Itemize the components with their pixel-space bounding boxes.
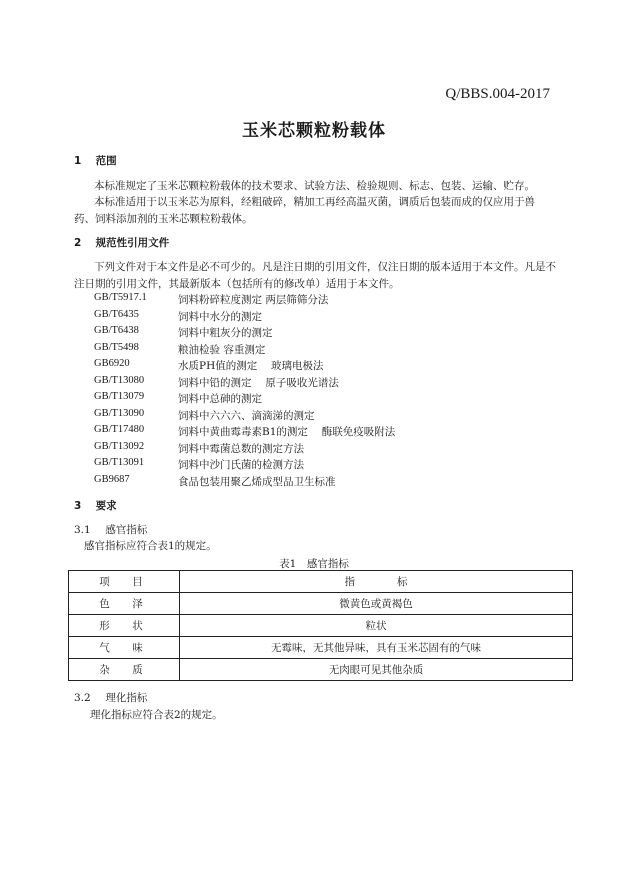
table-cell: 无霉味，无其他异味，具有玉米芯固有的气味 [180, 637, 573, 659]
reference-name: 食品包装用聚乙烯成型品卫生标准 [178, 475, 336, 488]
reference-item [94, 292, 395, 309]
reference-code: GB/T13091 [94, 457, 145, 468]
reference-item [94, 358, 395, 375]
reference-list [94, 292, 395, 490]
table-cell: 无肉眼可见其他杂质 [180, 659, 573, 681]
reference-name: 饲料中水分的测定 [178, 310, 262, 323]
table-row [69, 659, 573, 681]
scope-paragraph-2: 本标准适用于以玉米芯为原料，经粗破碎，精加工再经高温灭菌，调质后包装而成的仅应用于兽药、饲料添加剂的玉米芯颗粒粉载体。 [74, 196, 535, 225]
reference-code: GB/T13090 [94, 407, 145, 419]
table-row [69, 615, 573, 637]
reference-code: GB/T5917.1 [94, 292, 147, 303]
subsection-title: 感官指标 [105, 524, 148, 536]
section-title: 范围 [95, 155, 117, 167]
reference-code: GB/T13079 [94, 391, 145, 402]
section-number: 1 [74, 155, 82, 167]
reference-code: GB9687 [94, 473, 130, 485]
document-number: Q/BBS.004-2017 [445, 86, 550, 102]
reference-name: 饲料中沙门氏菌的检测方法 [178, 459, 304, 471]
reference-code: GB/T5498 [94, 341, 139, 353]
table-cell: 粒状 [180, 615, 573, 637]
reference-name: 粮油检验 容重测定 [178, 343, 266, 356]
reference-name: 饲料粉碎粒度测定 两层筛筛分法 [178, 294, 329, 306]
table-header-cell: 指 标 [180, 571, 573, 593]
reference-item [94, 325, 395, 342]
reference-code: GB/T13080 [94, 374, 145, 386]
section-2-heading [74, 235, 169, 250]
reference-item [94, 309, 395, 326]
section-3-heading [74, 498, 117, 513]
table-cell: 色 泽 [69, 593, 180, 615]
reference-name: 饲料中粗灰分的测定 [178, 327, 273, 339]
reference-code: GB6920 [94, 358, 130, 369]
section-number: 3 [74, 500, 82, 512]
reference-item [94, 441, 395, 458]
table-cell: 气 味 [69, 637, 180, 659]
table-header-row [69, 571, 573, 593]
table-cell: 形 状 [69, 615, 180, 637]
table-header-cell: 项 目 [69, 571, 180, 593]
section-number: 2 [74, 237, 82, 249]
sensory-index-table [68, 570, 573, 681]
reference-item [94, 391, 395, 408]
subsection-3-2-heading [74, 690, 147, 705]
table-row [69, 593, 573, 615]
table-1-caption: 表1 感官指标 [279, 558, 349, 570]
reference-item [94, 474, 395, 491]
reference-name: 饲料中总砷的测定 [178, 393, 262, 405]
document-title: 玉米芯颗粒粉载体 [242, 121, 386, 141]
subsection-3-1-heading [74, 522, 147, 537]
physicochemical-requirement-text: 理化指标应符合表2的规定。 [90, 709, 223, 721]
table-cell: 微黄色或黄褐色 [180, 593, 573, 615]
reference-name: 饲料中六六六、滴滴涕的测定 [178, 409, 315, 422]
reference-name: 饲料中铅的测定 原子吸收光谱法 [178, 376, 339, 389]
section-title: 规范性引用文件 [95, 237, 170, 249]
table-row [69, 637, 573, 659]
reference-code: GB/T6435 [94, 308, 139, 320]
table-cell: 杂 质 [69, 659, 180, 681]
subsection-number: 3.2 [74, 692, 91, 704]
reference-code: GB/T17480 [94, 424, 145, 435]
scope-paragraph-1: 本标准规定了玉米芯颗粒粉载体的技术要求、试验方法、检验规则、标志、包装、运输、贮存。 [94, 180, 535, 192]
reference-code: GB/T13092 [94, 440, 145, 452]
reference-code: GB/T6438 [94, 325, 139, 336]
reference-item [94, 408, 395, 425]
section-1-heading [74, 153, 117, 168]
refs-intro-paragraph: 下列文件对于本文件是必不可少的。凡是注日期的引用文件，仅注日期的版本适用于本文件。凡是不注日期的引用文件，其最新版本（包括所有的修改单）适用于本文件。 [74, 261, 556, 290]
sensory-requirement-text: 感官指标应符合表1的规定。 [84, 540, 217, 552]
reference-item [94, 375, 395, 392]
reference-item [94, 342, 395, 359]
subsection-number: 3.1 [74, 524, 91, 536]
reference-item [94, 457, 395, 474]
reference-name: 水质PH值的测定 玻璃电极法 [178, 360, 324, 372]
subsection-title: 理化指标 [105, 692, 148, 704]
section-title: 要求 [95, 500, 117, 512]
reference-item [94, 424, 395, 441]
reference-name: 饲料中黄曲霉毒素B1的测定 酶联免疫吸附法 [178, 426, 396, 438]
reference-name: 饲料中霉菌总数的测定方法 [178, 442, 304, 455]
